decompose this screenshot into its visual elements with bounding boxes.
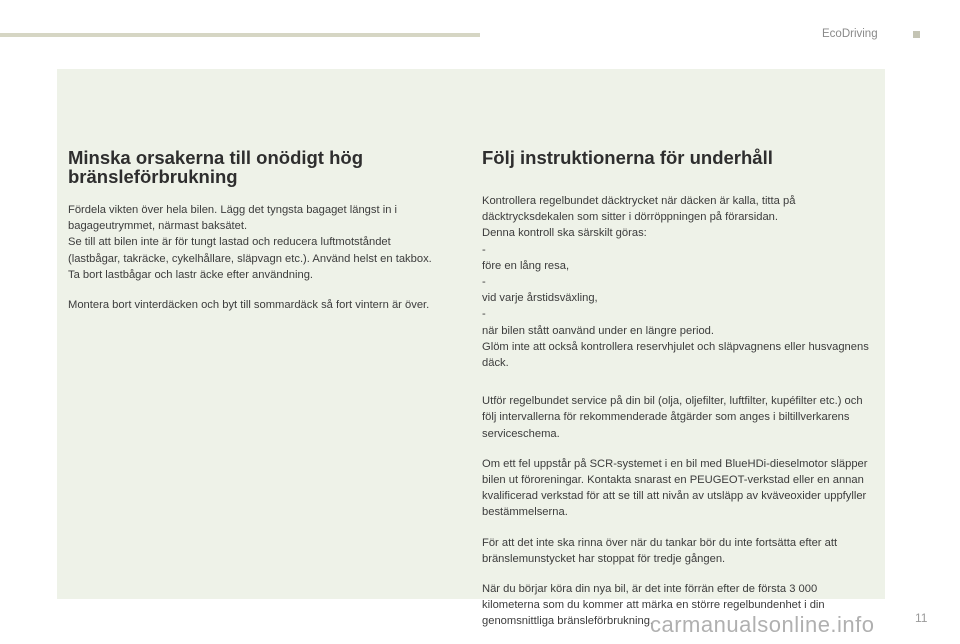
bullet-text: när bilen stått oanvänd under en längre period. (482, 324, 714, 337)
load-text-1: Fördela vikten över hela bilen. Lägg det tyngsta bagaget längst in i bagageutrymmet, närmast baksätet. (68, 204, 398, 233)
bullet-text: före en lång resa, (482, 259, 570, 272)
left-column (68, 148, 440, 327)
left-heading: Minska orsakerna till onödigt hög bränsleförbrukning (68, 147, 364, 187)
load-text-2: Se till att bilen inte är för tungt lastad och reducera luftmotståndet (lastbågar, takräcke, cykelhållare, släpvagn etc.). Använd helst en takbox. (68, 236, 432, 265)
tyres-paragraph (68, 297, 440, 313)
bullet-item: - när bilen stått oanvänd under en längre period. (482, 306, 874, 338)
load-paragraph (68, 202, 440, 283)
header-rule (0, 33, 480, 37)
tyre-intro: Kontrollera regelbundet däcktrycket när däcken är kalla, titta på däcktrycksdekalen som sitter i dörröppningen på förarsidan. (482, 195, 796, 224)
tyre-lead: Denna kontroll ska särskilt göras: (482, 227, 647, 240)
tyre-outro: Glöm inte att också kontrollera reservhjulet och släpvagnens eller husvagnens däck. (482, 340, 869, 370)
bullet-item: - före en lång resa, (482, 242, 874, 274)
bullet-item: - vid varje årstidsväxling, (482, 274, 874, 306)
load-text-3: Ta bort lastbågar och lastr äcke efter användning. (68, 268, 314, 281)
tyre-check-paragraph (482, 193, 874, 371)
section-marker (913, 31, 920, 38)
right-column (482, 148, 874, 644)
refuel-paragraph: För att det inte ska rinna över när du tankar bör du inte fortsätta efter att bränslemunstycket har stoppat för tredje gången. (482, 536, 838, 565)
scr-paragraph: Om ett fel uppstår på SCR-systemet i en bil med BlueHDi-dieselmotor släpper bilen ut föroreningar. Kontakta snarast en PEUGEOT-verkstad eller en annan kvalificerad verkstad för att se till att nivån av utsläpp av kväveoxider uppfyller bestämmelserna. (482, 457, 868, 519)
service-paragraph: Utför regelbundet service på din bil (olja, oljefilter, luftfilter, kupéfilter etc.) och följ intervallerna för rekommenderade åtgärder som anges i biltillverkarens serviceschema. (482, 395, 863, 440)
break-in-paragraph: När du börjar köra din nya bil, är det inte förrän efter de första 3 000 kilometerna som du kommer att märka en större regelbundenhet i din genomsnittliga bränsleförbrukning. (482, 583, 825, 628)
tyres-text: Montera bort vinterdäcken och byt till sommardäck så fort vintern är över. (68, 299, 430, 312)
bullet-text: vid varje årstidsväxling, (482, 292, 598, 305)
right-heading: Följ instruktionerna för underhåll (482, 147, 773, 168)
section-label: EcoDriving (822, 28, 878, 40)
page-number: 11 (915, 611, 928, 625)
watermark: carmanualsonline.info (650, 612, 875, 637)
